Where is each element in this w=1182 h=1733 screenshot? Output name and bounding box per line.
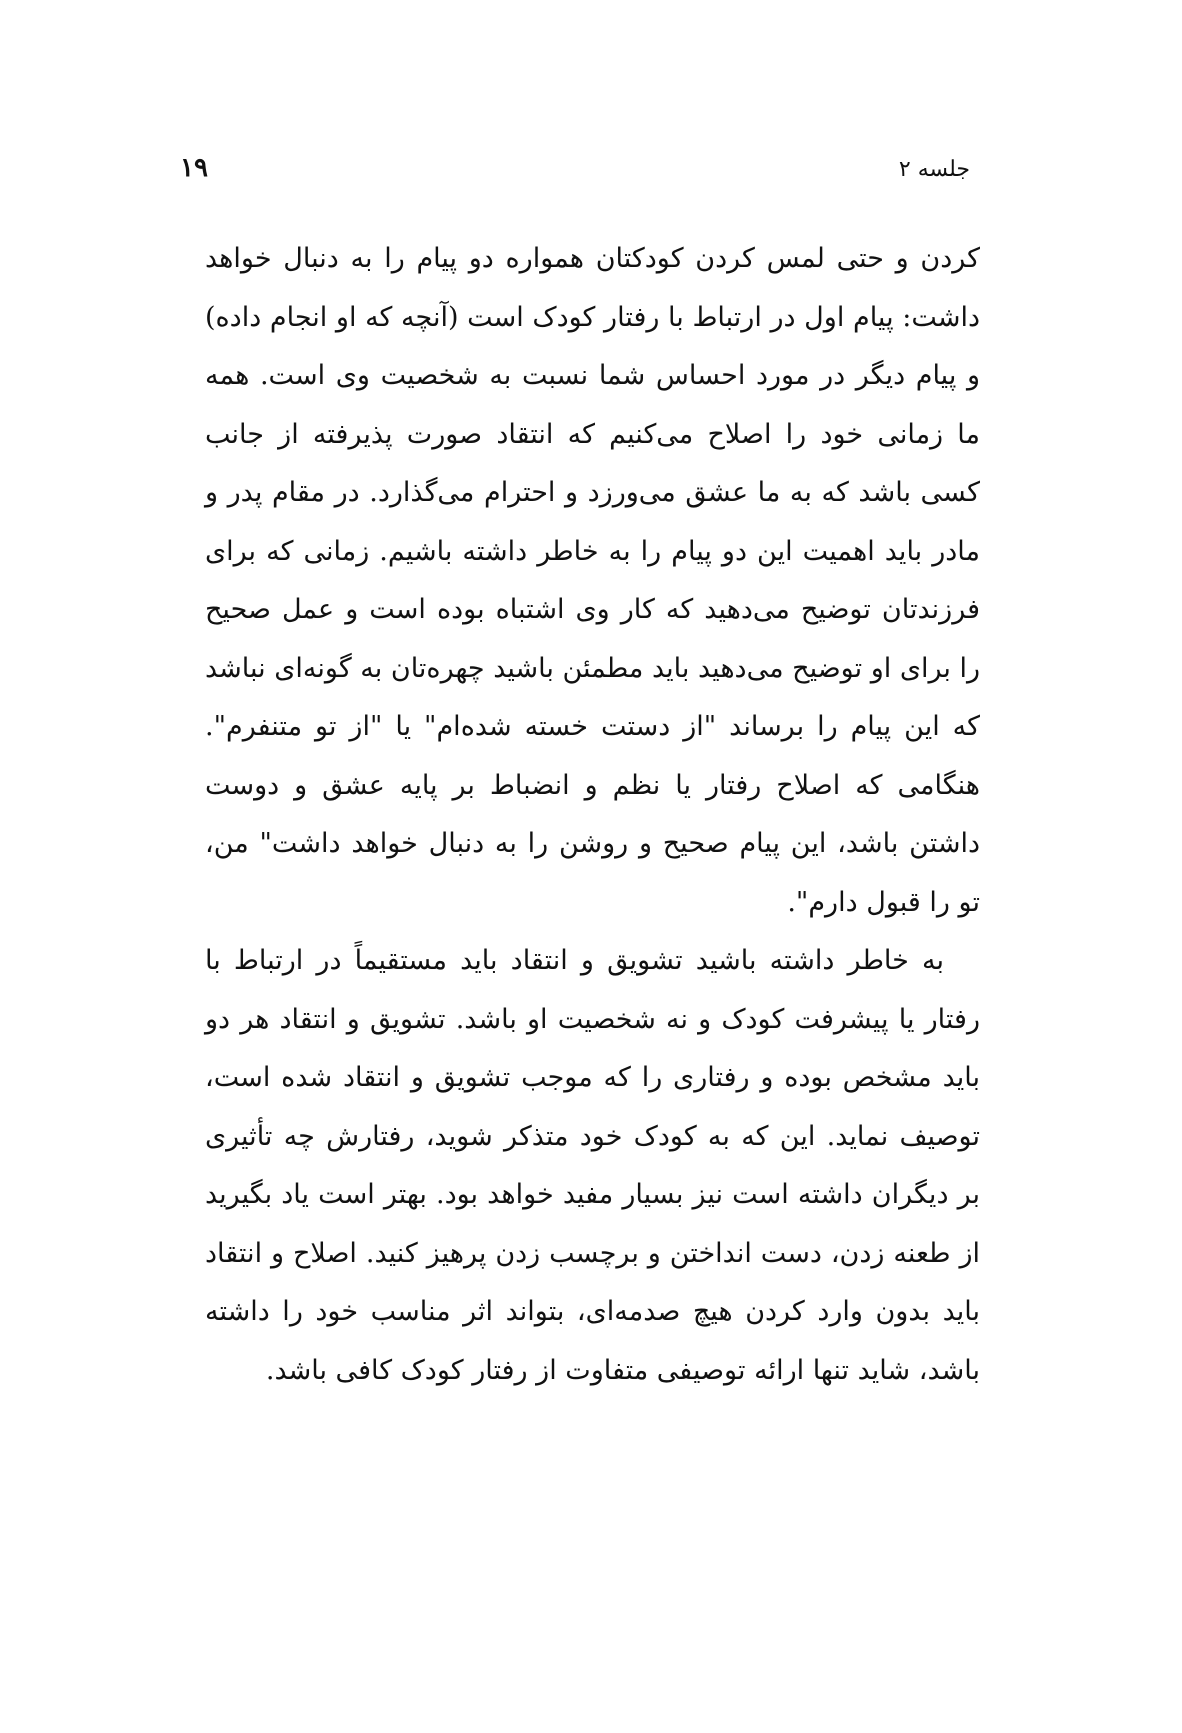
paragraph: به خاطر داشته باشید تشویق و انتقاد باید مستقیماً در ارتباط با رفتار یا پیشرفت کودک و نه شخصیت او باشد. تشویق و انتقاد هر دو باید مشخص بوده و رفتاری را که موجب تشویق و انتقاد شده است، توصیف نماید. این که به کودک خود متذکر شوید، رفتارش چه تأثیری بر دیگران داشته است نیز بسیار مفید خواهد بود. بهتر است یاد بگیرید از طعنه زدن، دست انداختن و برچسب زدن پرهیز کنید. اصلاح و انتقاد باید بدون وارد کردن هیچ صدمه‌ای، بتواند اثر مناسب خود را داشته باشد، شاید تنها ارائه توصیفی متفاوت از رفتار کودک کافی باشد. — [205, 945, 980, 1386]
page-number: ۱۹ — [180, 153, 208, 183]
paragraph: کردن و حتی لمس کردن کودکتان همواره دو پیام را به دنبال خواهد داشت: پیام اول در ارتباط با رفتار کودک است (آنچه که او انجام داده) و پیام دیگر در مورد احساس شما نسبت به شخصیت وی است. همه ما زمانی خود را اصلاح می‌کنیم که انتقاد صورت پذیرفته از جانب کسی باشد که به ما عشق می‌ورزد و احترام می‌گذارد. در مقام پدر و مادر باید اهمیت این دو پیام را به خاطر داشته باشیم. زمانی که برای فرزندتان توضیح می‌دهید که کار وی اشتباه بوده است و عمل صحیح را برای او توضیح می‌دهید باید مطمئن باشید چهره‌تان به گونه‌ای نباشد که این پیام را برساند "از دستت خسته شده‌ام" یا "از تو متنفرم". هنگامی که اصلاح رفتار یا نظم و انضباط بر پایه عشق و دوست داشتن باشد، این پیام صحیح و روشن را به دنبال خواهد داشت" من، تو را قبول دارم". — [205, 243, 980, 918]
page-header — [180, 155, 980, 195]
running-head: جلسه ۲ — [898, 157, 970, 182]
body-text — [205, 230, 980, 1400]
